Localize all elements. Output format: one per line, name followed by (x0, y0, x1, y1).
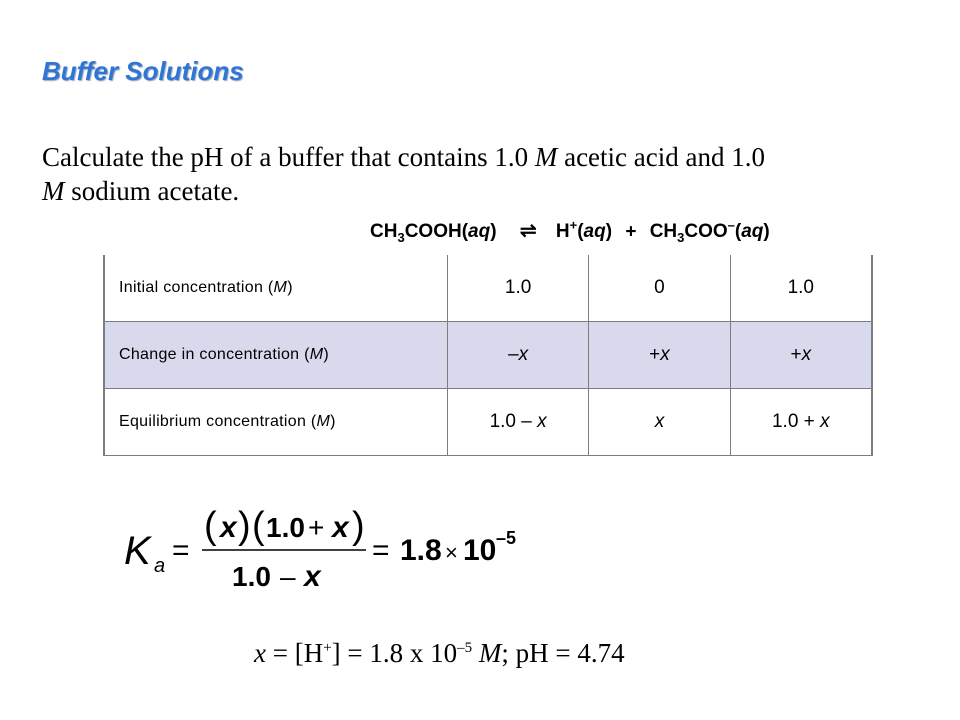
numerator-x: x (332, 511, 349, 544)
times-sign: × (445, 540, 458, 565)
minus-sign: – (280, 561, 296, 592)
concentration-cell: 1.0 – x (447, 389, 588, 456)
concentration-cell: 1.0 (730, 255, 872, 322)
equals-sign: = (172, 534, 190, 567)
concentration-cell: 1.0 (447, 255, 588, 322)
denominator-constant: 1.0 (232, 561, 271, 592)
row-label: Change in concentration (M) (104, 322, 447, 389)
numerator-constant: 1.0 (266, 512, 305, 543)
concentration-cell: +x (730, 322, 872, 389)
slide-title: Buffer Solutions (42, 56, 244, 86)
ice-table (103, 255, 873, 456)
denominator-x: x (304, 560, 321, 593)
equals-sign: = (372, 534, 390, 567)
ka-symbol: K (124, 529, 151, 573)
row-label: Initial concentration (M) (104, 255, 447, 322)
molarity-unit: M (478, 638, 502, 668)
table-row (104, 389, 872, 456)
molarity-unit: M (534, 142, 558, 172)
ka-value: 1.8 (400, 534, 442, 567)
problem-text-2: acetic acid and 1.0 (557, 142, 765, 172)
table-row (104, 255, 872, 322)
close-paren: ) (238, 505, 251, 547)
equilibrium-arrow-icon: ⇌ (519, 220, 537, 243)
open-paren: ( (204, 505, 217, 547)
ph-result: ; pH = 4.74 (501, 638, 625, 668)
power-base: 10 (463, 534, 497, 567)
concentration-cell: x (589, 389, 730, 456)
reactant-acetic-acid: $CH_3COOH(aq)$ (370, 221, 497, 246)
plus-sign: + (625, 221, 637, 243)
answer-line: x = [H+] = 1.8 x $10^{-5}$ M; pH = 4.74 (254, 638, 625, 668)
ka-subscript: a (154, 555, 166, 577)
problem-text-3: sodium acetate. (64, 176, 240, 206)
equilibrium-reaction (370, 218, 770, 245)
problem-text-1: Calculate the pH of a buffer that contains 1.0 (42, 142, 535, 172)
concentration-cell: –x (447, 322, 588, 389)
ka-equation (120, 500, 580, 600)
numerator-x: x (220, 511, 237, 544)
proton-charge: + (323, 640, 332, 656)
product-acetate: $CH_3COO^-(aq)$ (649, 218, 770, 246)
molarity-unit: M (42, 176, 65, 206)
row-label: Equilibrium concentration (M) (104, 389, 447, 456)
power-exponent: –5 (457, 640, 473, 656)
problem-statement (42, 140, 922, 208)
concentration-cell: +x (589, 322, 730, 389)
concentration-cell: 0 (589, 255, 730, 322)
variable-x: x (254, 638, 266, 668)
close-paren: ) (352, 505, 365, 547)
concentration-cell: 1.0 + x (730, 389, 872, 456)
plus-sign: + (308, 512, 325, 543)
power-exponent: –5 (496, 528, 517, 548)
product-proton: H+(aq) (555, 218, 613, 243)
open-paren: ( (252, 505, 265, 547)
table-row (104, 322, 872, 389)
